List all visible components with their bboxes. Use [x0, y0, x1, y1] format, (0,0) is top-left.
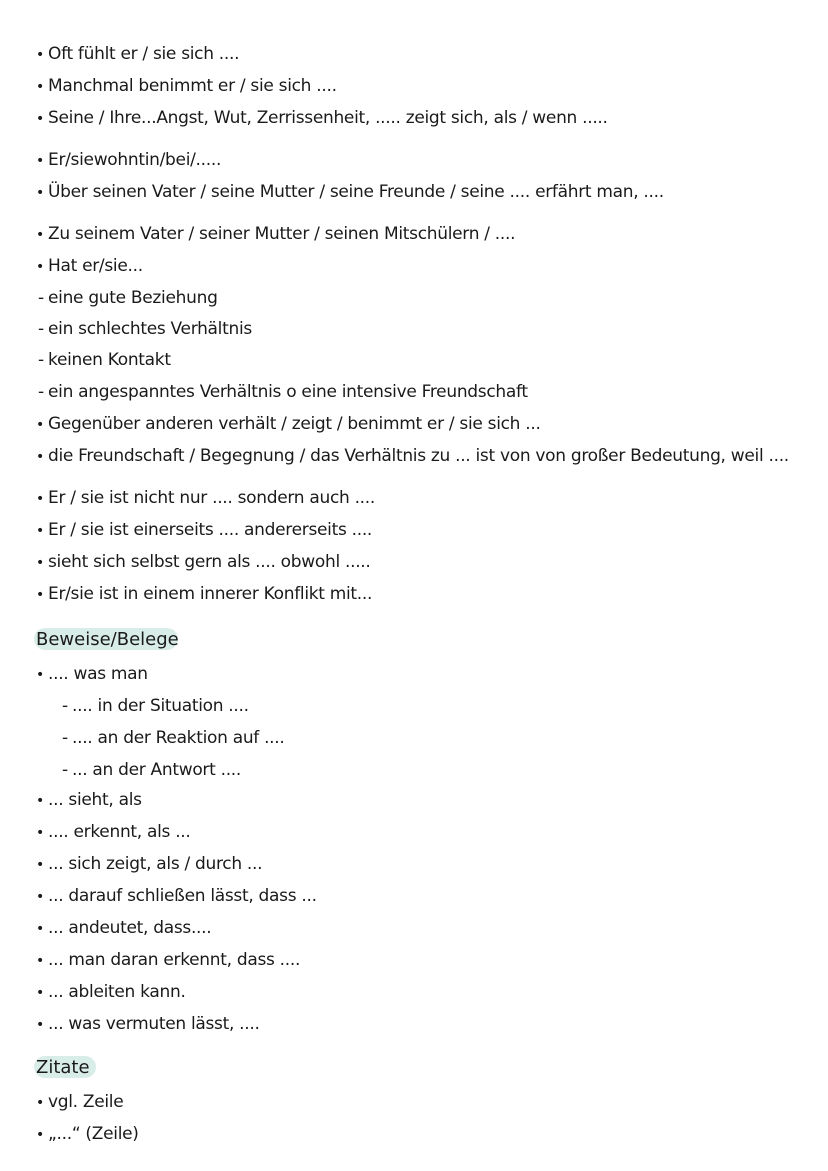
- phrase-item: • Gegenüber anderen verhält / zeigt / benimmt er / sie sich ...: [36, 412, 541, 437]
- phrase-item: • Er/sie ist in einem innerer Konflikt mit...: [36, 582, 372, 607]
- section-heading-zitate: [36, 1056, 90, 1080]
- citation-item: • vgl. Zeile: [36, 1090, 123, 1115]
- evidence-item: • ... was vermuten lässt, ....: [36, 1012, 260, 1037]
- relation-option: - ein angespanntes Verhältnis o eine intensive Freundschaft: [38, 380, 528, 404]
- relation-option: - keinen Kontakt: [38, 348, 171, 372]
- phrase-item: • Er / sie ist nicht nur .... sondern auch ....: [36, 486, 375, 511]
- phrase-item: • Er/siewohntin/bei/.....: [36, 148, 221, 173]
- phrase-item: • Oft fühlt er / sie sich ....: [36, 42, 239, 67]
- evidence-item: • .... was man: [36, 662, 148, 687]
- evidence-item: • ... darauf schließen lässt, dass ...: [36, 884, 317, 909]
- relation-option: - eine gute Beziehung: [38, 286, 218, 310]
- section-heading-label: Beweise/Belege: [36, 629, 179, 650]
- evidence-item: • .... erkennt, als ...: [36, 820, 191, 845]
- evidence-subitem: - .... in der Situation ....: [62, 694, 249, 718]
- phrase-item: • Manchmal benimmt er / sie sich ....: [36, 74, 337, 99]
- section-heading-label: Zitate: [36, 1057, 90, 1078]
- evidence-item: • ... man daran erkennt, dass ....: [36, 948, 300, 973]
- phrase-item: • Er / sie ist einerseits .... andererseits ....: [36, 518, 372, 543]
- citation-item: • „...“ (Zeile): [36, 1122, 139, 1147]
- phrase-item: • Seine / Ihre...Angst, Wut, Zerrissenheit, ..... zeigt sich, als / wenn .....: [36, 106, 608, 131]
- phrase-item: • Hat er/sie...: [36, 254, 143, 279]
- relation-option: - ein schlechtes Verhältnis: [38, 317, 252, 341]
- evidence-item: • ... ableiten kann.: [36, 980, 186, 1005]
- phrase-item: • sieht sich selbst gern als .... obwohl .....: [36, 550, 371, 575]
- evidence-item: • ... sieht, als: [36, 788, 142, 813]
- evidence-subitem: - ... an der Antwort ....: [62, 758, 241, 782]
- phrase-item: • Über seinen Vater / seine Mutter / seine Freunde / seine .... erfährt man, ....: [36, 180, 664, 205]
- evidence-item: • ... sich zeigt, als / durch ...: [36, 852, 262, 877]
- evidence-subitem: - .... an der Reaktion auf ....: [62, 726, 285, 750]
- evidence-item: • ... andeutet, dass....: [36, 916, 211, 941]
- section-heading-beweise: [36, 628, 179, 652]
- phrase-item: • die Freundschaft / Begegnung / das Verhältnis zu ... ist von von großer Bedeutung, weil ....: [36, 444, 789, 469]
- phrase-item: • Zu seinem Vater / seiner Mutter / seinen Mitschülern / ....: [36, 222, 515, 247]
